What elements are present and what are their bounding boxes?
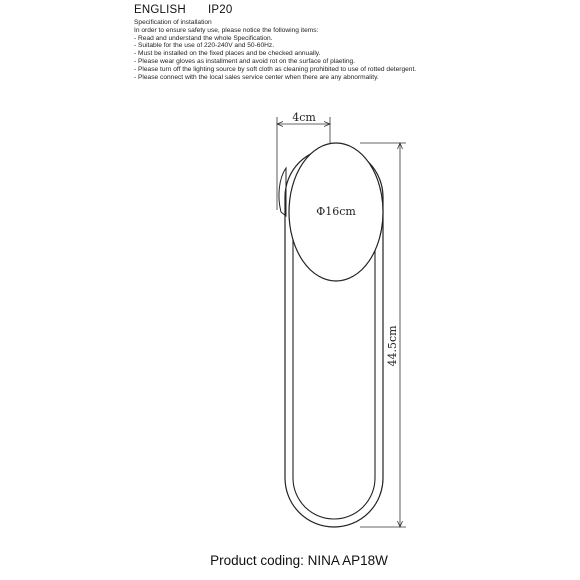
depth-label: 4cm — [292, 111, 316, 124]
spec-line: In order to ensure safety use, please notice the following items: — [134, 26, 319, 34]
ip-rating: IP20 — [208, 4, 233, 16]
specification-title: Specification of installation — [134, 19, 212, 26]
product-coding: Product coding: NINA AP18W — [210, 553, 388, 568]
spec-line: - Please connect with the local sales service center when there are any abnormality. — [134, 73, 379, 81]
footer — [0, 553, 580, 568]
spec-line: - Suitable for the use of 220-240V and 50-60Hz. — [134, 42, 275, 50]
spec-line: - Read and understand the whole Specification. — [134, 34, 273, 42]
spec-line: - Please turn off the lighting source by soft cloth as cleaning prohibited to use of rotted detergent. — [134, 65, 417, 73]
spec-line: - Must be installed on the fixed places and be checked annually. — [134, 50, 321, 58]
language-label: ENGLISH — [134, 4, 186, 16]
height-label: 44.5cm — [386, 325, 399, 367]
diameter-label: Φ16cm — [316, 205, 356, 218]
spec-line: - Please wear gloves as installment and avoid rot on the surface of plaeting. — [134, 57, 356, 65]
